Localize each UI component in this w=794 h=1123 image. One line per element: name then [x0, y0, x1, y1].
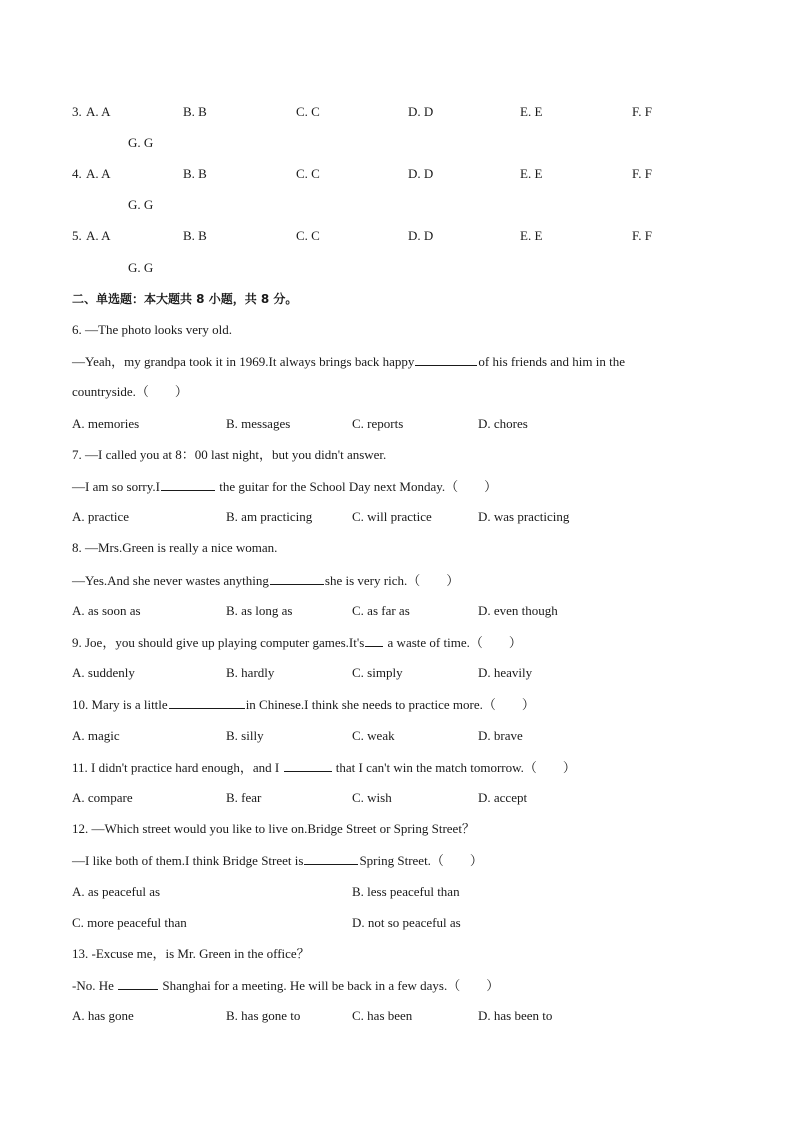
option-f: F. F [632, 228, 652, 243]
option-d: D. chores [478, 416, 528, 431]
option-b: B. less peaceful than [352, 884, 460, 899]
question-text [72, 852, 483, 869]
text-segment: that I can't win the match tomorrow.（ ） [335, 760, 576, 775]
text-segment: of his friends and him in the [478, 354, 625, 369]
option-g: G. G [128, 260, 154, 275]
text-segment: —I am so sorry.I [72, 479, 160, 494]
option-b: B. fear [226, 790, 262, 805]
question-text [72, 977, 499, 994]
question-number: 4. [72, 166, 82, 181]
option-a: A. practice [72, 509, 130, 524]
answer-blank [284, 759, 332, 772]
answer-blank [365, 634, 383, 647]
option-a: A. memories [72, 416, 140, 431]
option-a: A. A [86, 228, 111, 243]
option-d: D. heavily [478, 665, 533, 680]
option-d: D. D [408, 228, 434, 243]
option-c: C. wish [352, 790, 392, 805]
option-c: C. reports [352, 416, 404, 431]
text-segment: 11. I didn't practice hard enough，and I [72, 760, 280, 775]
option-b: B. hardly [226, 665, 275, 680]
option-c: C. C [296, 166, 320, 181]
option-c: C. weak [352, 728, 395, 743]
option-c: C. C [296, 104, 320, 119]
text-segment: Spring Street.（ ） [359, 853, 483, 868]
option-a: A. A [86, 166, 111, 181]
text-segment: —Yeah，my grandpa took it in 1969.It always brings back happy [72, 354, 415, 369]
option-a: A. as soon as [72, 603, 141, 618]
option-d: D. D [408, 104, 434, 119]
option-a: A. as peaceful as [72, 884, 161, 899]
text-segment: 10. Mary is a little [72, 697, 168, 712]
option-e: E. E [520, 104, 543, 119]
option-d: D. D [408, 166, 434, 181]
option-b: B. B [183, 104, 207, 119]
option-b: B. B [183, 166, 207, 181]
option-d: D. was practicing [478, 509, 570, 524]
question-text: 7. —I called you at 8：00 last night，but you didn't answer. [72, 447, 387, 462]
option-c: C. C [296, 228, 320, 243]
option-a: A. has gone [72, 1008, 134, 1023]
option-c: C. as far as [352, 603, 410, 618]
text-segment: Shanghai for a meeting. He will be back in a few days.（ ） [162, 978, 500, 993]
option-a: A. compare [72, 790, 133, 805]
option-d: D. brave [478, 728, 523, 743]
text-segment: in Chinese.I think she needs to practice more.（ ） [245, 697, 535, 712]
option-c: C. will practice [352, 509, 432, 524]
question-text: 6. —The photo looks very old. [72, 322, 232, 337]
answer-blank [118, 977, 158, 990]
text-segment: a waste of time.（ ） [387, 635, 522, 650]
option-b: B. messages [226, 416, 291, 431]
question-text [72, 572, 459, 589]
question-text: 12. —Which street would you like to live on.Bridge Street or Spring Street？ [72, 821, 475, 836]
question-text [72, 696, 535, 713]
option-c: C. has been [352, 1008, 413, 1023]
text-segment: the guitar for the School Day next Monday.（ ） [219, 479, 498, 494]
question-text: countryside.（ ） [72, 384, 188, 399]
question-text [72, 634, 522, 651]
answer-blank [270, 572, 324, 585]
option-d: D. not so peaceful as [352, 915, 461, 930]
option-b: B. B [183, 228, 207, 243]
text-segment: 9. Joe，you should give up playing computer games.It's [72, 635, 365, 650]
question-number: 5. [72, 228, 82, 243]
option-e: E. E [520, 166, 543, 181]
answer-blank [169, 696, 245, 709]
option-d: D. accept [478, 790, 528, 805]
option-a: A. A [86, 104, 111, 119]
option-b: B. as long as [226, 603, 293, 618]
text-segment: —I like both of them.I think Bridge Street is [72, 853, 304, 868]
answer-blank [304, 852, 358, 865]
option-g: G. G [128, 135, 154, 150]
question-text [72, 353, 625, 370]
option-a: A. magic [72, 728, 120, 743]
question-text: 8. —Mrs.Green is really a nice woman. [72, 540, 278, 555]
option-d: D. even though [478, 603, 558, 618]
option-b: B. has gone to [226, 1008, 301, 1023]
answer-blank [161, 478, 215, 491]
question-text [72, 478, 497, 495]
option-c: C. more peaceful than [72, 915, 187, 930]
question-text [72, 759, 576, 776]
option-f: F. F [632, 166, 652, 181]
option-a: A. suddenly [72, 665, 135, 680]
option-b: B. am practicing [226, 509, 313, 524]
option-c: C. simply [352, 665, 403, 680]
answer-blank [415, 353, 477, 366]
option-g: G. G [128, 197, 154, 212]
option-e: E. E [520, 228, 543, 243]
text-segment: she is very rich.（ ） [324, 573, 460, 588]
text-segment: -No. He [72, 978, 114, 993]
option-f: F. F [632, 104, 652, 119]
text-segment: —Yes.And she never wastes anything [72, 573, 269, 588]
section-heading: 二、单选题：本大题共 8 小题，共 8 分。 [72, 292, 298, 306]
question-text: 13. -Excuse me，is Mr. Green in the office？ [72, 946, 310, 961]
option-b: B. silly [226, 728, 264, 743]
option-d: D. has been to [478, 1008, 553, 1023]
question-number: 3. [72, 104, 82, 119]
